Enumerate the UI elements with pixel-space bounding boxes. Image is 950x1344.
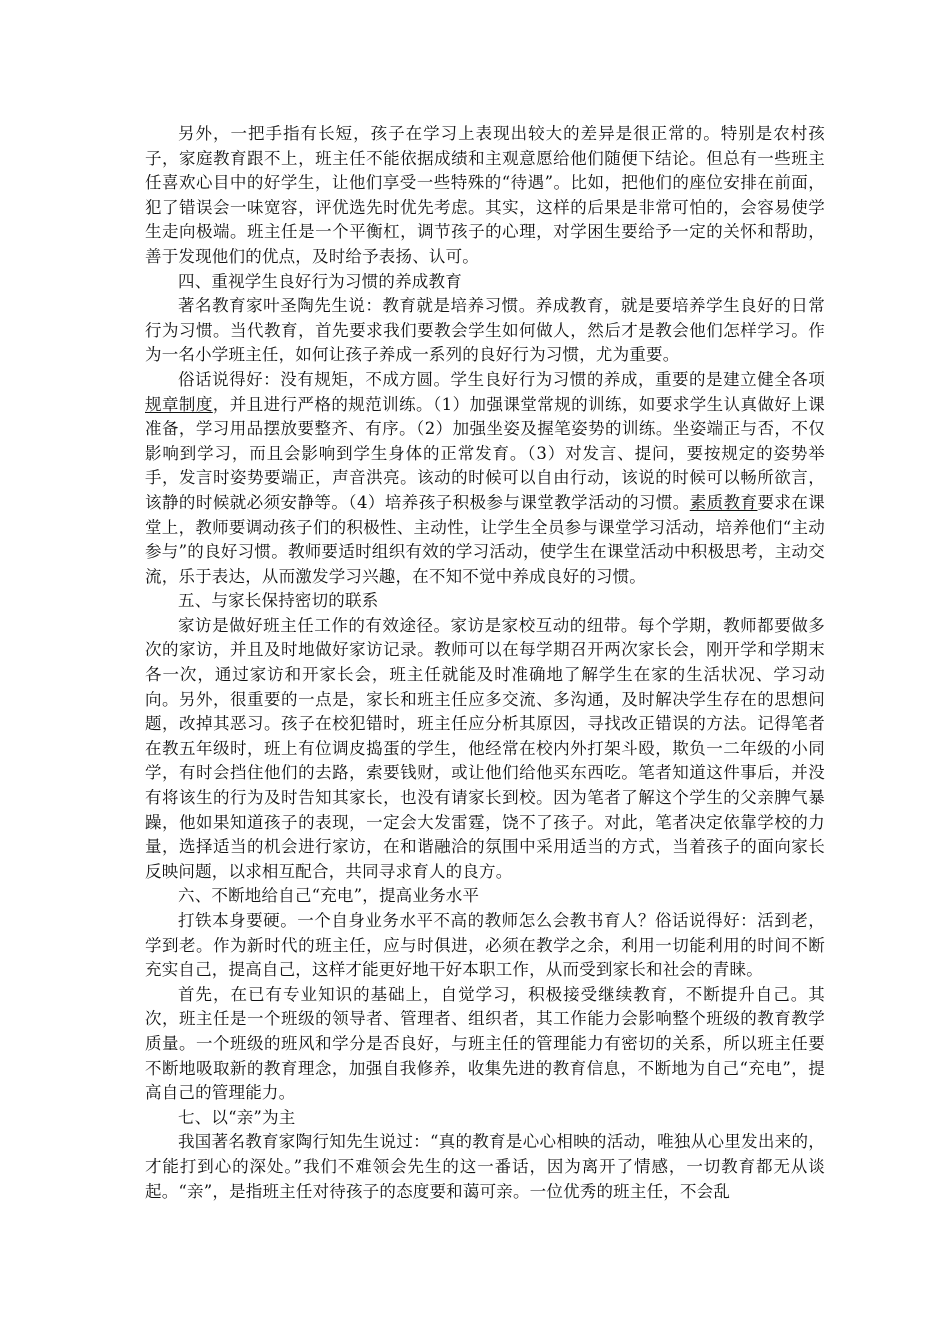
paragraph-ye-shengtao: 著名教育家叶圣陶先生说：教育就是培养习惯。养成教育，就是要培养学生良好的日常行为习惯。当代教育，首先要求我们要教会学生如何做人，然后才是教会他们怎样学习。作为一名小学班主任，如何让孩子养成一系列的良好行为习惯，尤为重要。 xyxy=(145,296,825,365)
paragraph-text: ，并且进行严格的规范训练。（1）加强课堂常规的训练，如要求学生认真做好上课准备，学习用品摆放要整齐、有序。（2）加强坐姿及握笔姿势的训练。坐姿端正与否，不仅影响到学习，而且会影响到学生身体的正常发育。（3）对发言、提问，要按规定的姿势举手，发言时姿势要端正，声音洪亮。该动的时候可以自由行动，该说的时候可以畅所欲言，该静的时候就必须安静等。（4）培养孩子积极参与课堂教学活动的习惯。 xyxy=(145,394,825,512)
paragraph-lifelong-learning: 打铁本身要硬。一个自身业务水平不高的教师怎么会教书育人？俗话说得好：活到老，学到老。作为新时代的班主任，应与时俱进，必须在教学之余，利用一切能利用的时间不断充实自己，提高自己，这样才能更好地干好本职工作，从而受到家长和社会的青睐。 xyxy=(145,911,825,980)
paragraph-tao-xingzhi: 我国著名教育家陶行知先生说过：“真的教育是心心相映的活动，唯独从心里发出来的，才能打到心的深处。”我们不难领会先生的这一番话，因为离开了情感，一切教育都无从谈起。“亲”，是指班主任对待孩子的态度要和蔼可亲。一位优秀的班主任，不会乱 xyxy=(145,1132,825,1201)
paragraph-text: 俗话说得好：没有规矩，不成方圆。学生良好行为习惯的养成，重要的是建立健全各项 xyxy=(178,369,825,389)
paragraph-rules-training xyxy=(145,368,825,589)
link-rules-system[interactable]: 规章制度 xyxy=(145,394,213,414)
section-heading-habits: 四、重视学生良好行为习惯的养成教育 xyxy=(178,271,462,291)
paragraph-text: 要求在课堂上，教师要调动孩子们的积极性、主动性，让学生全员参与课堂学习活动，培养他们“主动参与”的良好习惯。教师要适时组织有效的学习活动，使学生在课堂活动中积极思考，主动交流，乐于表达，从而激发学习兴趣，在不知不觉中养成良好的习惯。 xyxy=(145,492,825,586)
link-quality-education[interactable]: 素质教育 xyxy=(689,492,758,512)
section-heading-recharge: 六、不断地给自己“充电”，提高业务水平 xyxy=(178,886,480,906)
paragraph-professional-growth: 首先，在已有专业知识的基础上，自觉学习，积极接受继续教育，不断提升自己。其次，班主任是一个班级的领导者、管理者、组织者，其工作能力会影响整个班级的教育教学质量。一个班级的班风和学分是否良好，与班主任的管理能力有密切的关系，所以班主任要不断地吸取新的教育理念，加强自我修养，收集先进的教育信息，不断地为自己“充电”，提高自己的管理能力。 xyxy=(145,984,825,1103)
paragraph-differences: 另外，一把手指有长短，孩子在学习上表现出较大的差异是很正常的。特别是农村孩子，家庭教育跟不上，班主任不能依据成绩和主观意愿给他们随便下结论。但总有一些班主任喜欢心目中的好学生，让他们享受一些特殊的“待遇”。比如，把他们的座位安排在前面，犯了错误会一味宽容，评优选先时优先考虑。其实，这样的后果是非常可怕的，会容易使学生走向极端。班主任是一个平衡杠，调节孩子的心理，对学困生要给予一定的关怀和帮助，善于发现他们的优点，及时给予表扬、认可。 xyxy=(145,124,825,266)
paragraph-home-visits: 家访是做好班主任工作的有效途径。家访是家校互动的纽带。每个学期，教师都要做多次的家访，并且及时地做好家访记录。教师可以在每学期召开两次家长会，刚开学和学期末各一次，通过家访和开家长会，班主任就能及时准确地了解学生在家的生活状况、学习动向。另外，很重要的一点是，家长和班主任应多交流、多沟通，及时解决学生存在的思想问题，改掉其恶习。孩子在校犯错时，班主任应分析其原因，寻找改正错误的方法。记得笔者在教五年级时，班上有位调皮捣蛋的学生，他经常在校内外打架斗殴，欺负一二年级的小同学，有时会挡住他们的去路，索要钱财，或让他们给他买东西吃。笔者知道这件事后，并没有将该生的行为及时告知其家长，也没有请家长到校。因为笔者了解这个学生的父亲脾气暴躁，他如果知道孩子的表现，一定会大发雷霆，饶不了孩子。对此，笔者决定依靠学校的力量，选择适当的机会进行家访，在和谐融洽的氛围中采用适当的方式，当着孩子的面向家长反映问题，以求相互配合，共同寻求育人的良方。 xyxy=(145,615,825,881)
section-heading-affection: 七、以“亲”为主 xyxy=(178,1107,296,1127)
document-body xyxy=(145,122,825,1204)
section-heading-parents: 五、与家长保持密切的联系 xyxy=(178,591,379,611)
